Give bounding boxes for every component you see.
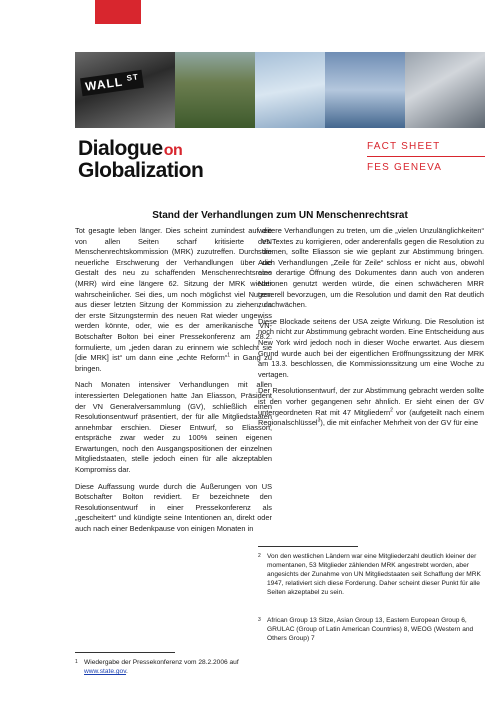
- fact-sheet-label: [367, 141, 485, 173]
- paragraph: weitere Verhandlungen zu treten, um die „vielen Unzulänglichkeiten“ des Textes zu korrigieren, oder anderenfalls gegen die Resolution zu stimmen, sollte Eliasson sie wie geplant zur Abstimmung bringen. Auch Verhandlungen „Zeile für Zeile“ schloss er nicht aus, obwohl eine derartige Öffnung des Dokumentes dann auch von anderen Nationen genutzt werden würde, die einen schwächeren MRR generell bevorzugen, um die Resolution und damit den Rat deutlich zu schwächen.: [258, 226, 484, 310]
- footnote-divider-left: [75, 652, 175, 653]
- factory-worker-photo: [405, 52, 485, 128]
- article-column-left: [75, 226, 272, 541]
- wall-street-photo: [75, 52, 175, 128]
- un-flag-photo: [325, 52, 405, 128]
- footnote-divider-right: [258, 546, 358, 547]
- footnote-1: 1 Wiedergabe der Pressekonferenz vom 28.2.2006 auf www.state.gov.: [75, 659, 239, 675]
- paragraph: Tot gesagte leben länger. Dies scheint zumindest auf die von allen Seiten scharf kritisierte VN Menschenrechtskommission (MRK) zuzutreffen. Durch die neuerliche Erschwerung der Verhandlungen über die Gestalt des neu zu schaffenden Menschenrechtsrates (MRR) wird eine längere 62. Sitzung der MRK wieder wahrscheinlicher. Sei dies, um noch möglichst viel Nutzen aus dieser letzten Sitzung der Kommission zu ziehen, da der erste Sitzungstermin des neuen Rat wieder ungewiss werden könnte, oder, wie es der amerikanische VN-Botschafter Bolton bei einer Pressekonferenz am 28.2. formulierte, um „jeden daran zu erinnern wie schlecht sie [die MRK] ist“ um dann eine „echte Reform“$^1$ in Gang zu bringen.: [75, 226, 272, 373]
- header-photo-strip: [75, 52, 485, 128]
- paragraph: Diese Blockade seitens der USA zeigte Wirkung. Die Resolution ist noch nicht zur Abstimmung gebracht worden. Eine Entscheidung aus New York wird jedoch noch in dieser Woche erwartet. Aus diesem Grund wurde auch bei der eigentlichen Eröffnungssitzung der MRK am 13.3. beschlossen, die Kommissionssitzung um eine Woche zu vertagen.: [258, 316, 484, 379]
- paragraph: Der Resolutionsentwurf, der zur Abstimmung gebracht werden sollte ist den vorher gegangenen sehr ähnlich. Er sieht einen der GV untergeordneten Rat mit 47 Mitgliedern$^2$ vor (aufgeteilt nach einem Regionalschlüssel$^3$), die mit einfacher Mehrheit von der GV für eine: [258, 386, 484, 428]
- fact-sheet-title: FACT SHEET: [367, 141, 485, 157]
- dialogue-on-globalization-logo: Dialogueon Globalization: [78, 137, 204, 182]
- wall-street-sign: WALL $^{ST}$: [80, 70, 144, 97]
- paragraph: Nach Monaten intensiver Verhandlungen mit allen interessierten Delegationen hatte Jan Eliasson, Präsident der VN Generalversammlung (GV), schließlich einen Resolutionsentwurf präsentiert, der für alle Mitgliedstaaten annehmbar erschien. Dieser Entwurf, so Eliasson, entspräche zwar weder zu 100% seinen eigenen Erwartungen, noch den Ausgangspositionen der einzelnen Mitgliedstaaten, stelle jedoch einen für alle akzeptablen Kompromiss dar.: [75, 380, 272, 475]
- footnote-3: 3 African Group 13 Sitze, Asian Group 13, Eastern European Group 6, GRULAC (Group of Latin American Countries) 8, WEOG (Western and Others Group) 7: [258, 617, 474, 642]
- fes-geneva-label: FES GENEVA: [367, 162, 443, 173]
- rice-field-photo: [175, 52, 255, 128]
- paragraph: Diese Auffassung wurde durch die Äußerungen von US Botschafter Bolton revidiert. Er bezeichnete den Resolutionsentwurf in einer Pressekonferenz als „gescheitert“ und kündigte seine Intentionen an, direkt oder auch nach einer Bedenkpause von einigen Monaten in: [75, 481, 272, 534]
- article-title: Stand der Verhandlungen zum UN Menschenrechtsrat: [152, 210, 408, 221]
- sky-photo: [255, 52, 325, 128]
- header-red-tab: [95, 0, 141, 24]
- article-column-right: [258, 226, 484, 435]
- state-gov-link[interactable]: www.state.gov: [84, 668, 127, 675]
- footnote-2: 2 Von den westlichen Ländern war eine Mitgliederzahl deutlich kleiner der momentanen, 53 Mitglieder zählenden MRK angestrebt worden, aber angesichts der Zunahme von UN Mitgliedstaaten seit Schaffung der MRK 1947, relativiert sich diese Forderung. Daher scheint dieser Punkt für alle Seiten akzeptabel zu sein.: [258, 553, 481, 596]
